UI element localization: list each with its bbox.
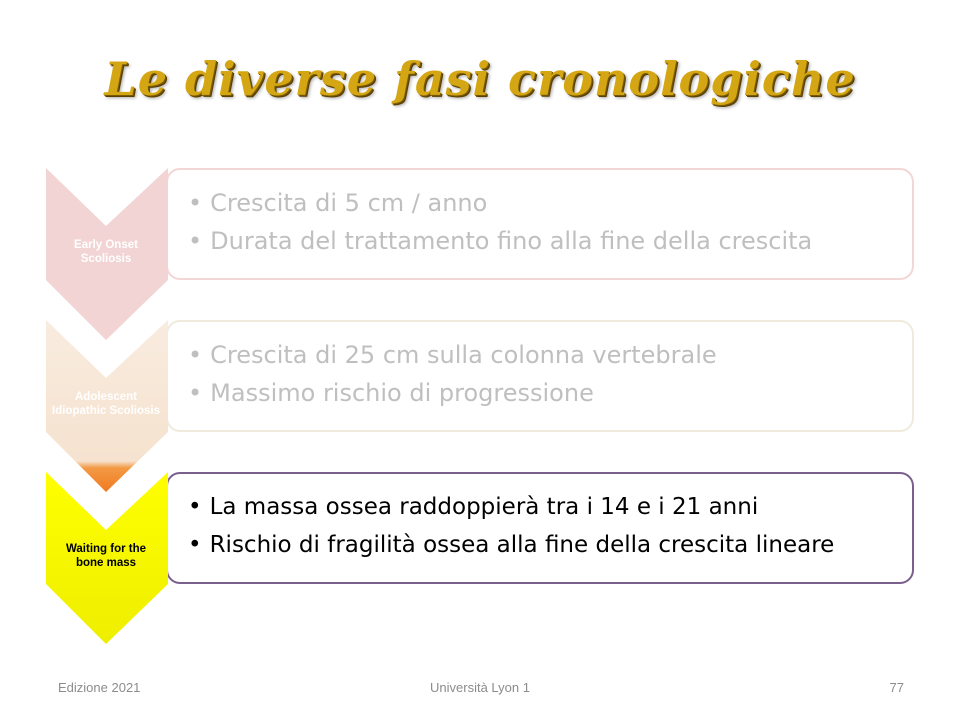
- phase-label-line1: Adolescent: [75, 391, 137, 403]
- phase-box-early-onset: [166, 168, 914, 280]
- footer-institution: Università Lyon 1: [430, 680, 530, 695]
- phase-box-bone-mass: [166, 472, 914, 584]
- bullet-item: • Rischio di fragilità ossea alla fine della crescita lineare: [188, 526, 912, 564]
- bullet-item: • Massimo rischio di progressione: [188, 374, 912, 412]
- chevron-bone-mass: [46, 472, 168, 644]
- phase-label-line2: bone mass: [75, 557, 137, 569]
- phase-label-line2: Idiopathic Scoliosis: [52, 405, 160, 417]
- phase-label-line1: Early Onset: [74, 239, 138, 251]
- bullet-item: • Crescita di 25 cm sulla colonna vertebrale: [188, 336, 912, 374]
- bullet-item: • La massa ossea raddoppierà tra i 14 e i 21 anni: [188, 488, 912, 526]
- bullet-item: • Durata del trattamento fino alla fine della crescita: [188, 222, 912, 260]
- footer-page-number: 77: [889, 680, 904, 695]
- chevron-early-onset: [46, 168, 168, 340]
- chevron-adolescent: [46, 320, 168, 492]
- phase-label-line2: Scoliosis: [80, 253, 132, 265]
- bullet-item: • Crescita di 5 cm / anno: [188, 184, 912, 222]
- phase-box-adolescent: [166, 320, 914, 432]
- slide-title: Le diverse fasi cronologiche: [104, 52, 856, 106]
- footer-edition: Edizione 2021: [58, 680, 141, 695]
- phase-label-line1: Waiting for the: [65, 543, 147, 555]
